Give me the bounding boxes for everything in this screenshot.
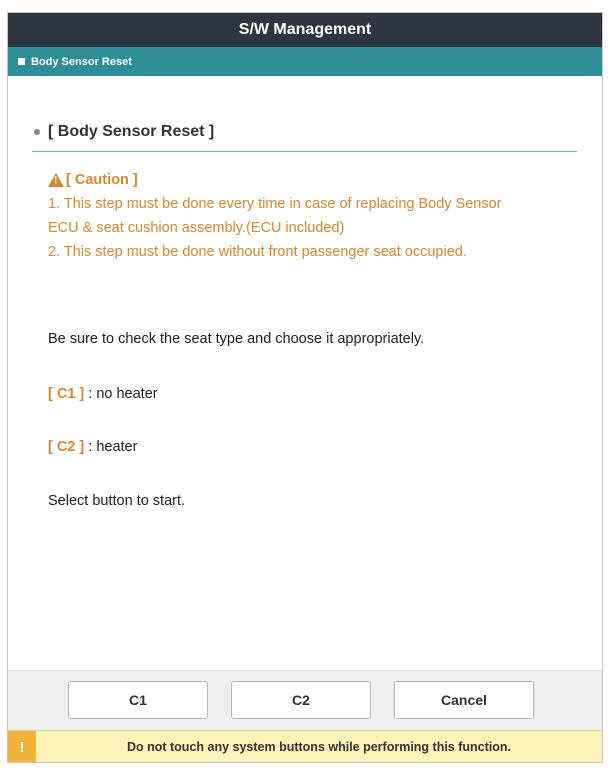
section-title: [ Body Sensor Reset ] [48,123,215,140]
cancel-button[interactable]: Cancel [394,681,534,719]
sw-management-window [8,13,602,762]
window-title: S/W Management [8,13,602,47]
subheader-label: Body Sensor Reset [31,55,132,68]
start-instruction: Select button to start. [48,493,186,509]
notice-bar [8,730,602,762]
caution-line-2: 2. This step must be done without front passenger seat occupied. [48,244,467,260]
caution-line-1b: ECU & seat cushion assembly.(ECU included) [48,220,345,236]
warning-icon [48,173,64,187]
alert-icon: ! [8,731,36,762]
content-area [8,76,602,682]
notice-message: Do not touch any system buttons while performing this function. [126,740,512,754]
c1-text: : no heater [84,386,158,402]
bullet-icon [34,129,40,135]
instruction-intro: Be sure to check the seat type and choose it appropriately. [48,331,425,347]
caution-heading [48,168,588,192]
subheader-bar [8,47,602,76]
c2-text: : heater [84,439,138,455]
caution-block [48,168,588,264]
c2-button[interactable]: C2 [231,681,371,719]
button-bar [8,670,602,731]
caution-title: [ Caution ] [66,172,138,188]
c1-button[interactable]: C1 [68,681,208,719]
c2-tag: [ C2 ] [48,439,85,455]
c2-description [48,439,137,455]
square-icon [18,58,25,65]
c1-tag: [ C1 ] [48,386,85,402]
section-heading [32,123,577,152]
c1-description [48,386,158,402]
caution-line-1: 1. This step must be done every time in case of replacing Body Sensor [48,196,502,212]
